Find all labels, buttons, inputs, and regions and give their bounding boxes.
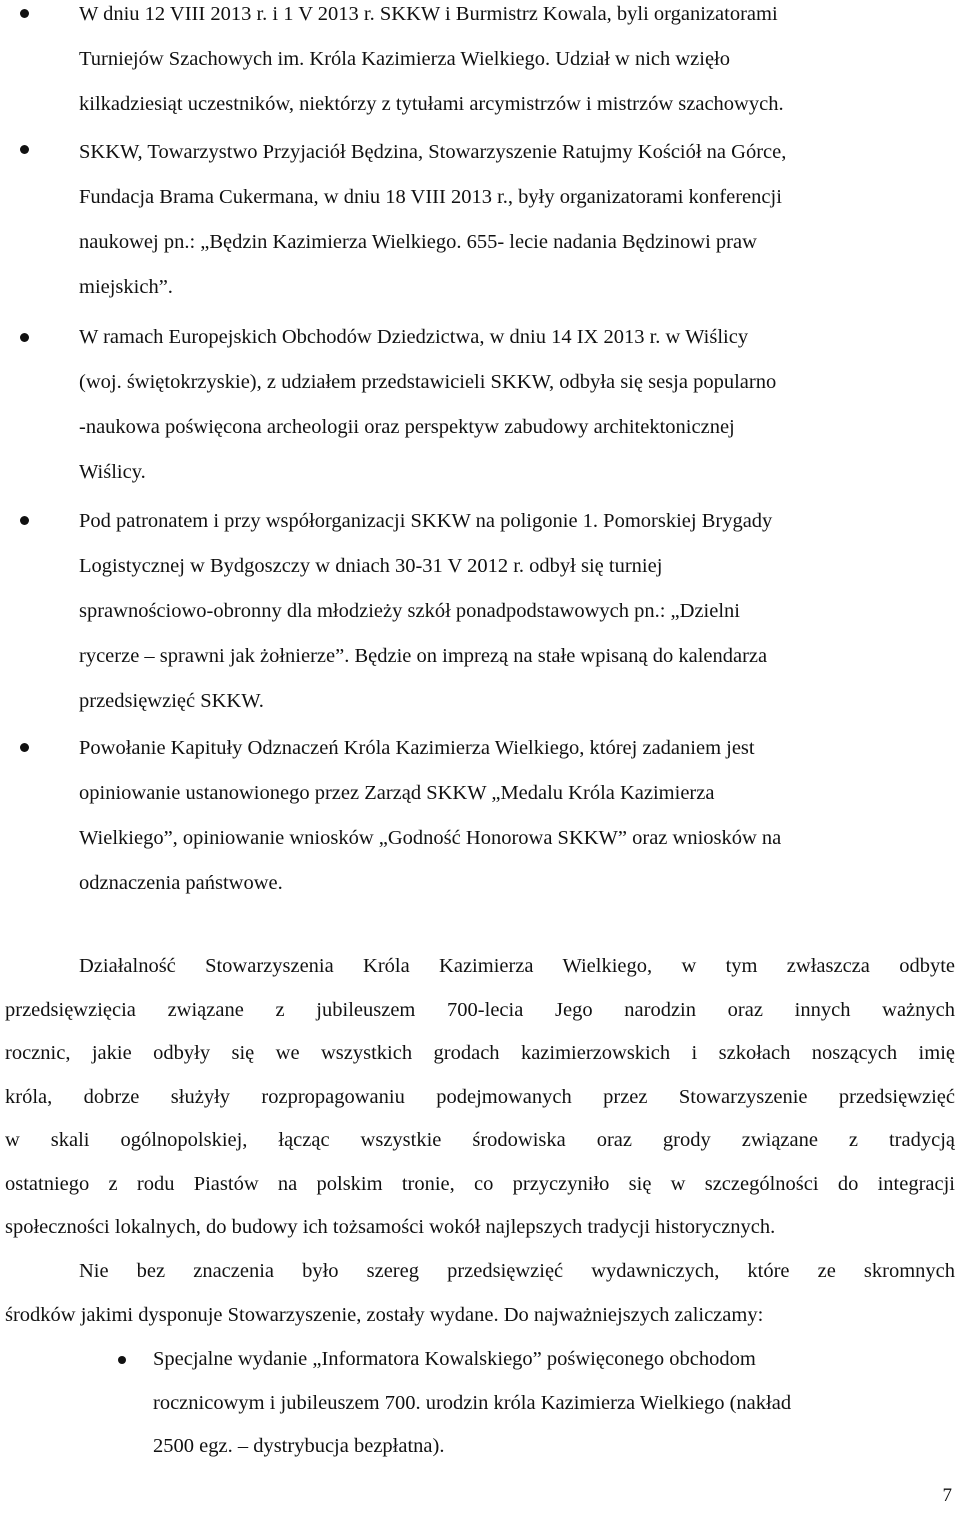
- bullet-item-heritage-days: [79, 315, 949, 495]
- text-line: przedsięwzięcia związane z jubileuszem 700-lecia Jego narodzin oraz innych ważnych: [5, 998, 955, 1021]
- text-line: odznaczenia państwowe.: [79, 872, 283, 894]
- bullet-item-conference: [79, 130, 949, 310]
- text-line: Fundacja Brama Cukermana, w dniu 18 VIII 2013 r., były organizatorami konferencji: [79, 186, 782, 208]
- text-line: rocznic, jakie odbyły się we wszystkich grodach kazimierzowskich i szkołach noszących imię: [5, 1042, 955, 1064]
- bullet-marker: [20, 743, 29, 752]
- body-paragraph-activities: [5, 945, 955, 1250]
- text-line: (woj. świętokrzyskie), z udziałem przedstawicieli SKKW, odbyła się sesja popularno: [79, 371, 777, 393]
- text-line: Turniejów Szachowych im. Króla Kazimierza Wielkiego. Udział w nich wzięło: [79, 48, 731, 70]
- text-line: W dniu 12 VIII 2013 r. i 1 V 2013 r. SKKW i Burmistrz Kowala, byli organizatorami: [79, 3, 778, 25]
- text-line: miejskich”.: [79, 276, 173, 298]
- body-paragraph-publications: [5, 1250, 955, 1337]
- text-line: W ramach Europejskich Obchodów Dziedzictwa, w dniu 14 IX 2013 r. w Wiślicy: [79, 326, 749, 348]
- text-line: w skali ogólnopolskiej, łącząc wszystkie środowiska oraz grody związane z tradycją: [5, 1129, 955, 1151]
- bullet-item-informator: [153, 1338, 953, 1469]
- bullet-item-military-tournament: [79, 499, 949, 724]
- text-line: Specjalne wydanie „Informatora Kowalskiego” poświęconego obchodom: [153, 1348, 756, 1370]
- text-line: rocznicowym i jubileuszem 700. urodzin króla Kazimierza Wielkiego (nakład: [153, 1391, 792, 1414]
- text-line: sprawnościowo-obronny dla młodzieży szkół ponadpodstawowych pn.: „Dzielni: [79, 600, 740, 622]
- text-line: naukowej pn.: „Będzin Kazimierza Wielkiego. 655- lecie nadania Będzinowi praw: [79, 231, 757, 253]
- text-line: środków jakimi dysponuje Stowarzyszenie, zostały wydane. Do najważniejszych zaliczamy:: [5, 1303, 764, 1326]
- page-number: 7: [942, 1485, 952, 1506]
- text-line: SKKW, Towarzystwo Przyjaciół Będzina, Stowarzyszenie Ratujmy Kościół na Górce,: [79, 141, 787, 163]
- text-line: Pod patronatem i przy współorganizacji SKKW na poligonie 1. Pomorskiej Brygady: [79, 510, 773, 532]
- text-line: 2500 egz. – dystrybucja bezpłatna).: [153, 1435, 445, 1457]
- text-line: rycerze – sprawni jak żołnierze”. Będzie on imprezą na stałe wpisaną do kalendarza: [79, 645, 768, 667]
- bullet-item-awards-chapter: [79, 726, 949, 906]
- text-line: Wiślicy.: [79, 461, 146, 483]
- text-line: ostatniego z rodu Piastów na polskim tronie, co przyczyniło się w szczególności do integracji: [5, 1172, 955, 1195]
- text-line: króla, dobrze służyły rozpropagowaniu podejmowanych przez Stowarzyszenie przedsięwzięć: [5, 1085, 955, 1108]
- text-line: kilkadziesiąt uczestników, niektórzy z tytułami arcymistrzów i mistrzów szachowych.: [79, 93, 784, 115]
- bullet-item-tournaments: [79, 0, 949, 127]
- text-line: Wielkiego”, opiniowanie wniosków „Godność Honorowa SKKW” oraz wniosków na: [79, 827, 782, 849]
- text-line: Logistycznej w Bydgoszczy w dniach 30-31 V 2012 r. odbył się turniej: [79, 555, 663, 577]
- text-line: Powołanie Kapituły Odznaczeń Króla Kazimierza Wielkiego, której zadaniem jest: [79, 737, 755, 759]
- bullet-marker: [20, 516, 29, 525]
- text-line: -naukowa poświęcona archeologii oraz perspektyw zabudowy architektonicznej: [79, 416, 735, 438]
- text-line: Działalność Stowarzyszenia Króla Kazimierza Wielkiego, w tym zwłaszcza odbyte: [79, 955, 955, 977]
- text-line: przedsięwzięć SKKW.: [79, 690, 264, 712]
- bullet-marker: [20, 333, 29, 342]
- text-line: opiniowanie ustanowionego przez Zarząd SKKW „Medalu Króla Kazimierza: [79, 782, 715, 804]
- bullet-marker: [118, 1356, 126, 1364]
- bullet-marker: [20, 145, 29, 154]
- text-line: społeczności lokalnych, do budowy ich tożsamości wokół najlepszych tradycji historycznych.: [5, 1216, 776, 1238]
- text-line: Nie bez znaczenia było szereg przedsięwzięć wydawniczych, które ze skromnych: [79, 1260, 955, 1282]
- bullet-marker: [20, 9, 29, 18]
